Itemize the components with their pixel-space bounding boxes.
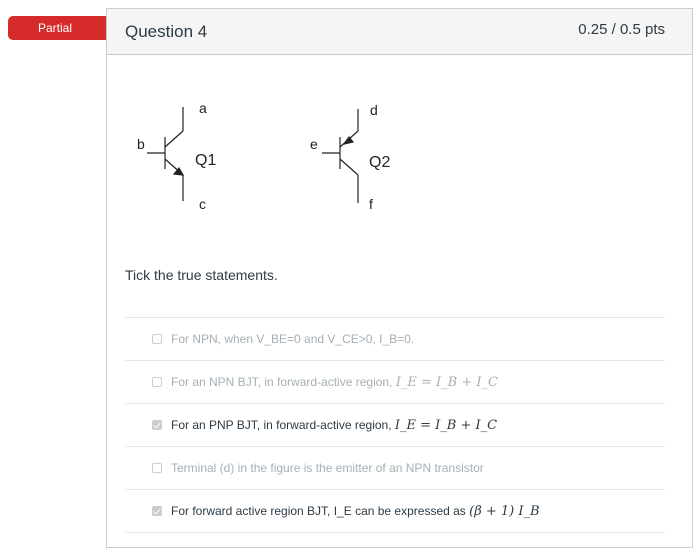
answer-text-2: For an NPN BJT, in forward-active region, I_E = I_B + I_C xyxy=(171,374,498,390)
question-title: Question 4 xyxy=(125,22,208,41)
answer-checkbox-3[interactable] xyxy=(152,420,162,430)
q2-transistor xyxy=(322,109,358,203)
answer-text-3: For an PNP BJT, in forward-active region, I_E = I_B + I_C xyxy=(171,417,498,433)
partial-badge-label: Partial xyxy=(38,21,73,35)
answer-math-3: I_E = I_B + I_C xyxy=(394,417,498,433)
answer-option-4[interactable] xyxy=(125,446,665,489)
q1-bottom-label: c xyxy=(199,196,206,212)
answer-text-1: For NPN, when V_BE=0 and V_CE>0, I_B=0. xyxy=(171,332,415,346)
q1-base-label: b xyxy=(137,136,145,152)
answer-option-1[interactable] xyxy=(125,317,665,360)
partial-badge xyxy=(8,16,116,40)
answer-checkbox-1[interactable] xyxy=(152,334,162,344)
answer-math-2: I_E = I_B + I_C xyxy=(395,374,498,390)
answer-checkbox-4[interactable] xyxy=(152,463,162,473)
question-prompt: Tick the true statements. xyxy=(125,267,278,283)
q2-bottom-label: f xyxy=(369,196,373,212)
q2-name-label: Q2 xyxy=(369,154,391,171)
answer-text-5: For forward active region BJT, I_E can be expressed as (β + 1) I_B xyxy=(171,503,540,519)
q1-top-label: a xyxy=(199,100,207,116)
answer-option-2[interactable] xyxy=(125,360,665,403)
answer-checkbox-5[interactable] xyxy=(152,506,162,516)
answer-math-5: (β + 1) I_B xyxy=(469,503,540,519)
q2-top-label: d xyxy=(370,102,378,118)
answer-option-3[interactable] xyxy=(125,403,665,446)
q1-name-label: Q1 xyxy=(195,152,217,169)
question-points: 0.25 / 0.5 pts xyxy=(578,21,665,38)
answer-text-4: Terminal (d) in the figure is the emitter of an NPN transistor xyxy=(171,461,484,475)
q2-base-label: e xyxy=(310,136,318,152)
answer-checkbox-2[interactable] xyxy=(152,377,162,387)
answer-list xyxy=(125,317,665,533)
transistor-figure xyxy=(127,97,417,217)
answer-option-5[interactable] xyxy=(125,489,665,533)
q1-transistor xyxy=(147,107,183,201)
question-header xyxy=(107,9,692,55)
question-card xyxy=(106,8,693,548)
